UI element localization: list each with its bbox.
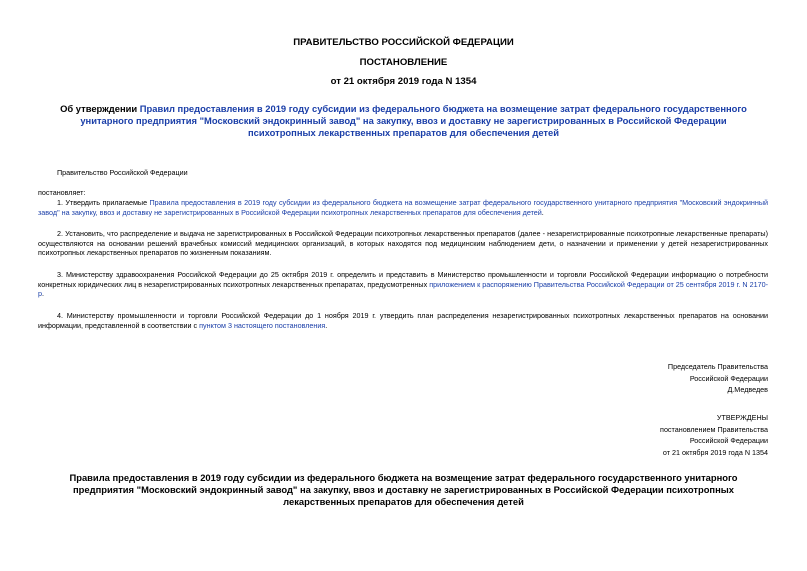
paragraph-1 [38,198,768,217]
signature-name: Д.Медведев [727,385,768,395]
paragraph-1-prefix: 1. Утвердить прилагаемые [57,198,150,207]
document-title [50,103,757,140]
approval-heading: УТВЕРЖДЕНЫ [716,413,768,422]
paragraph-4-prefix: 4. Министерству промышленности и торговли Российской Федерации до 1 ноября 2019 г. утвердить план распределения незарегистрированных психотропных лекарственных препаратов на основании информации, представленной в соответствии с [38,311,768,330]
paragraph-2: 2. Установить, что распределение и выдача не зарегистрированных в Российской Федерации психотропных лекарственных препаратов (далее - незарегистрированные психотропные лекарственные препараты) осуществляются на основании решений врачебных комиссий медицинских организаций, в которых находятся под медицинским наблюдением дети, о назначении и применении у детей незарегистрированных психотропных лекарственных препаратов по жизненным показаниям. [38,229,768,258]
paragraph-3-prefix: 3. Министерству здравоохранения Российской Федерации до 25 октября 2019 г. определить и представить в Министерство промышленности и торговли Российской Федерации информацию о потребности конкретных юридических лиц в незарегистрированных психотропных лекарственных препаратах, предусмотренных [38,270,768,289]
header-doc-type: ПОСТАНОВЛЕНИЕ [359,57,448,68]
paragraph-3 [38,270,768,299]
rules-title: Правила предоставления в 2019 году субсидии из федерального бюджета на возмещение затрат федерального государственного унитарного предприятия "Московский эндокринный завод" на закупку, ввоз и доставку не зарегистрированных в Российской Федерации психотропных лекарственных препаратов для обеспечения детей [69,472,738,508]
title-rules-link[interactable]: Правил предоставления в 2019 году субсидии из федерального бюджета на возмещение затрат федерального государственного унитарного предприятия "Московский эндокринный завод" на закупку, ввоз и доставку не зарегистрированных в Российской Федерации психотропных лекарственных препаратов для обеспечения детей [80,103,747,139]
header-date-number: от 21 октября 2019 года N 1354 [330,76,477,87]
signature-position: Председатель Правительства [667,362,768,371]
approval-federation: Российской Федерации [689,436,768,446]
approval-by: постановлением Правительства [660,424,768,434]
approval-block [660,412,768,458]
government-line: Правительство Российской Федерации [57,168,188,177]
approval-date-number: от 21 октября 2019 года N 1354 [662,447,768,457]
signature-federation: Российской Федерации [689,373,768,383]
paragraph-1-rules-link[interactable]: Правила предоставления в 2019 году субсидии из федерального бюджета на возмещение затрат федерального государственного унитарного предприятия "Московский эндокринный завод" на закупку, ввоз и доставку не зарегистрированных в Российской Федерации психотропных лекарственных препаратов для обеспечения детей [38,198,768,217]
paragraph-4 [38,311,768,330]
header-government: ПРАВИТЕЛЬСТВО РОССИЙСКОЙ ФЕДЕРАЦИИ [293,37,514,48]
paragraph-4-clause-link[interactable]: пунктом 3 настоящего постановления [199,320,326,330]
paragraph-4-suffix: . [325,320,328,330]
signature-block [668,361,768,396]
paragraph-1-suffix: . [541,207,544,217]
title-prefix: Об утверждении [60,103,140,114]
paragraph-3-suffix: . [42,289,44,299]
decides-line: постановляет: [38,188,86,197]
paragraph-3-order-link[interactable]: приложением к распоряжению Правительства Российской Федерации от 25 сентября 2019 г. N 2170-р [38,279,768,299]
